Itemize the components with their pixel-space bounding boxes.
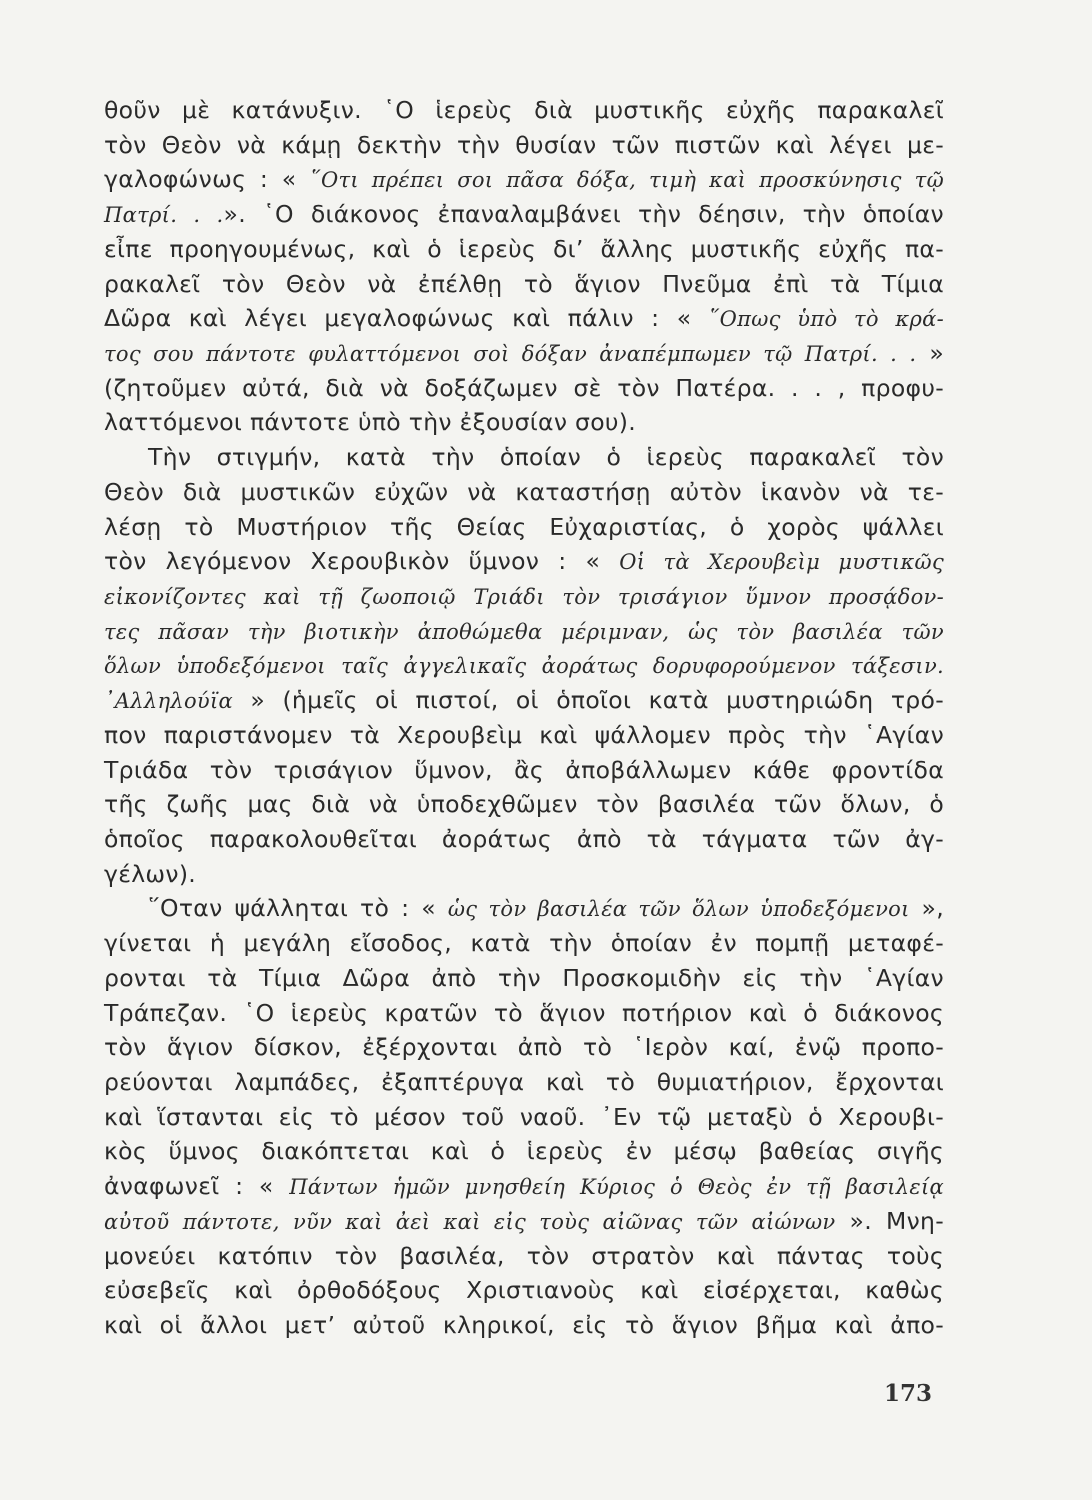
text-line: τες πᾶσαν τὴν βιοτικὴν ἀποθώμεθα μέριμναν, ὡς τὸν βασιλέα τῶν bbox=[104, 620, 944, 644]
text-line: εἶπε προηγουμένως, καὶ ὁ ἱερεὺς δι’ ἄλλης μυστικῆς εὐχῆς πα- bbox=[104, 235, 944, 263]
text-line: τος σου πάντοτε φυλαττόμενοι σοὶ δόξαν ἀναπέμπωμεν τῷ Πατρί. . . » bbox=[104, 339, 944, 367]
text-line: λαττόμενοι πάντοτε ὑπὸ τὴν ἐξουσίαν σου). bbox=[104, 408, 637, 436]
text-line: γέλων). bbox=[104, 860, 197, 888]
text-line: κὸς ὕμνος διακόπτεται καὶ ὁ ἱερεὺς ἐν μέσῳ βαθείας σιγῆς bbox=[104, 1137, 944, 1165]
text-line: τὸν Θεὸν νὰ κάμῃ δεκτὴν τὴν θυσίαν τῶν πιστῶν καὶ λέγει με- bbox=[104, 131, 944, 159]
text-line: τὸν ἅγιον δίσκον, ἐξέρχονται ἀπὸ τὸ ῾Ιερὸν καί, ἐνῷ προπο- bbox=[104, 1033, 944, 1061]
text-line: εὐσεβεῖς καὶ ὀρθοδόξους Χριστιανοὺς καὶ εἰσέρχεται, καθὼς bbox=[104, 1276, 944, 1304]
text-line: καὶ ἵστανται εἰς τὸ μέσον τοῦ ναοῦ. ᾿Εν τῷ μεταξὺ ὁ Χερουβι- bbox=[104, 1103, 944, 1131]
text-line: Τράπεζαν. ῾Ο ἱερεὺς κρατῶν τὸ ἅγιον ποτήριον καὶ ὁ διάκονος bbox=[104, 999, 944, 1027]
text-line: ὅλων ὑποδεξόμενοι ταῖς ἀγγελικαῖς ἀοράτως δορυφορούμενον τάξεσιν. bbox=[104, 654, 944, 678]
text-line: τὸν λεγόμενον Χερουβικὸν ὕμνον : « Οἱ τὰ Χερουβεὶμ μυστικῶς bbox=[104, 547, 945, 575]
paragraph-start: ῞Οταν ψάλληται τὸ : « ὡς τὸν βασιλέα τῶν ὅλων ὑποδεξόμενοι », bbox=[148, 894, 944, 922]
text-line: ἀναφωνεῖ : « Πάντων ἡμῶν μνησθείη Κύριος ὁ Θεὸς ἐν τῇ βασιλείᾳ bbox=[104, 1172, 944, 1200]
text-line: (ζητοῦμεν αὐτά, διὰ νὰ δοξάζωμεν σὲ τὸν Πατέρα. . . , προφυ- bbox=[104, 374, 944, 402]
text-line: Τριάδα τὸν τρισάγιον ὕμνον, ἂς ἀποβάλλωμεν κάθε φροντίδα bbox=[104, 756, 944, 784]
paragraph-start: Τὴν στιγμήν, κατὰ τὴν ὁποίαν ὁ ἱερεὺς παρακαλεῖ τὸν bbox=[148, 443, 944, 471]
text-line: πον παριστάνομεν τὰ Χερουβεὶμ καὶ ψάλλομεν πρὸς τὴν ῾Αγίαν bbox=[104, 721, 944, 749]
text-line: Πατρί. . .». ῾Ο διάκονος ἐπαναλαμβάνει τὴν δέησιν, τὴν ὁποίαν bbox=[104, 200, 944, 228]
text-line: θοῦν μὲ κατάνυξιν. ῾Ο ἱερεὺς διὰ μυστικῆς εὐχῆς παρακαλεῖ bbox=[104, 96, 944, 124]
text-line: εἰκονίζοντες καὶ τῇ ζωοποιῷ Τριάδι τὸν τρισάγιον ὕμνον προσᾴδον- bbox=[104, 585, 944, 609]
text-line: ρακαλεῖ τὸν Θεὸν νὰ ἐπέλθῃ τὸ ἅγιον Πνεῦμα ἐπὶ τὰ Τίμια bbox=[104, 270, 944, 298]
text-line: ὁποῖος παρακολουθεῖται ἀοράτως ἀπὸ τὰ τάγματα τῶν ἀγ- bbox=[104, 825, 944, 853]
text-line: γίνεται ἡ μεγάλη εἴσοδος, κατὰ τὴν ὁποίαν ἐν πομπῇ μεταφέ- bbox=[104, 929, 944, 957]
text-line: καὶ οἱ ἄλλοι μετ’ αὐτοῦ κληρικοί, εἰς τὸ ἅγιον βῆμα καὶ ἀπο- bbox=[104, 1311, 944, 1339]
text-line: Δῶρα καὶ λέγει μεγαλοφώνως καὶ πάλιν : « ῞Οπως ὑπὸ τὸ κρά- bbox=[104, 304, 945, 332]
text-line: ᾿Αλληλούϊα » (ἡμεῖς οἱ πιστοί, οἱ ὁποῖοι κατὰ μυστηριώδη τρό- bbox=[104, 686, 944, 714]
text-line: ρονται τὰ Τίμια Δῶρα ἀπὸ τὴν Προσκομιδὴν εἰς τὴν ῾Αγίαν bbox=[104, 964, 944, 992]
text-line: τῆς ζωῆς μας διὰ νὰ ὑποδεχθῶμεν τὸν βασιλέα τῶν ὅλων, ὁ bbox=[104, 790, 944, 818]
text-line: μονεύει κατόπιν τὸν βασιλέα, τὸν στρατὸν καὶ πάντας τοὺς bbox=[104, 1242, 944, 1270]
text-line: ρεύονται λαμπάδες, ἐξαπτέρυγα καὶ τὸ θυμιατήριον, ἔρχονται bbox=[104, 1068, 944, 1096]
page-number: 173 bbox=[883, 1380, 932, 1407]
text-line: γαλοφώνως : « ῞Οτι πρέπει σοι πᾶσα δόξα, τιμὴ καὶ προσκύνησις τῷ bbox=[104, 165, 944, 193]
text-line: αὐτοῦ πάντοτε, νῦν καὶ ἀεὶ καὶ εἰς τοὺς αἰῶνας τῶν αἰώνων ». Μνη- bbox=[104, 1207, 944, 1235]
text-line: Θεὸν διὰ μυστικῶν εὐχῶν νὰ καταστήσῃ αὐτὸν ἱκανὸν νὰ τε- bbox=[104, 478, 944, 506]
text-line: λέσῃ τὸ Μυστήριον τῆς Θείας Εὐχαριστίας, ὁ χορὸς ψάλλει bbox=[104, 513, 944, 541]
